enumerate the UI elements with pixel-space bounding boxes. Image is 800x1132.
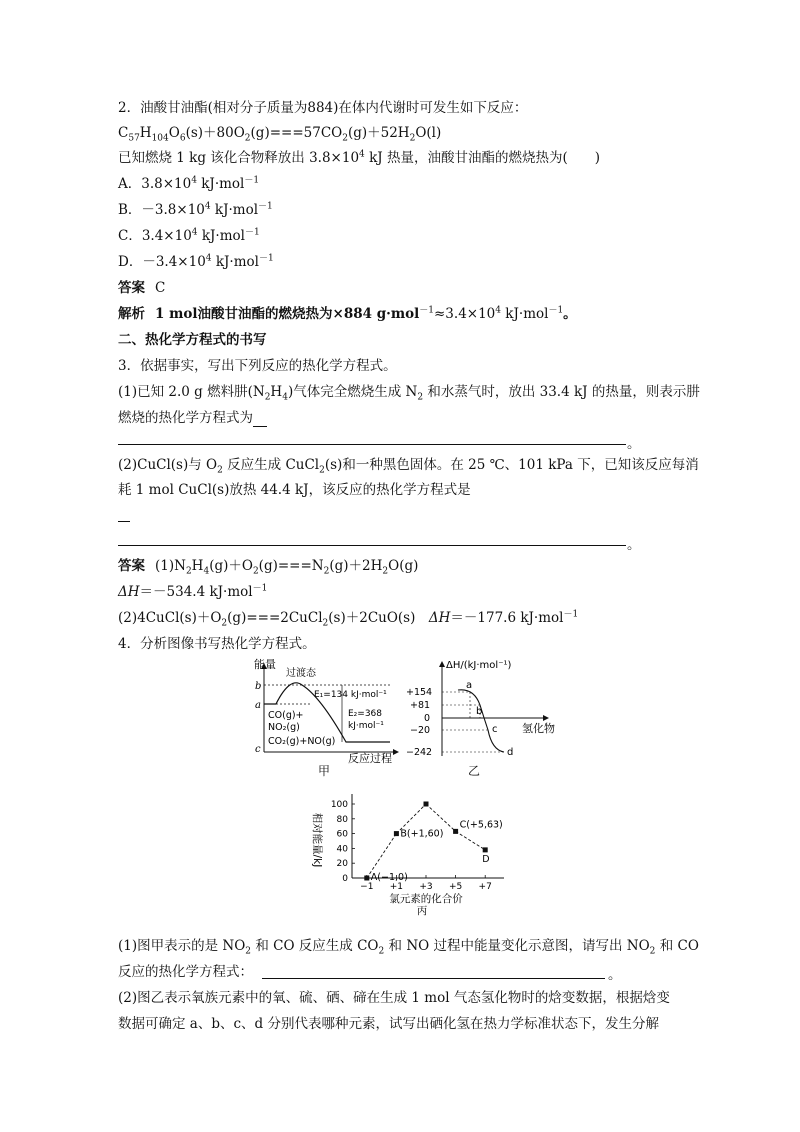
bing-y-tick-label: 40 bbox=[336, 844, 348, 855]
jia-tick-c: c bbox=[255, 744, 261, 755]
bing-y-tick-label: 60 bbox=[336, 829, 348, 840]
yi-point-d: d bbox=[507, 747, 514, 758]
bing-point bbox=[364, 876, 369, 881]
q4-part1-period: 。 bbox=[608, 967, 622, 983]
bing-point bbox=[394, 831, 399, 836]
q2-stem: 2．油酸甘油酯(相对分子质量为884)在体内代谢时可发生如下反应： bbox=[118, 100, 528, 116]
q2-option-d: D．$-3.4\times 10^4$ kJ·mol$^{-1}$ bbox=[118, 253, 274, 270]
bing-point-label: B(+1,60) bbox=[400, 828, 444, 840]
yi-xlabel: 氢化物 bbox=[522, 722, 555, 735]
bing-y-tick-label: 20 bbox=[336, 859, 348, 870]
figure-bing-chart bbox=[300, 786, 520, 916]
jia-e2: E₂=368 bbox=[348, 709, 383, 719]
bing-x-tick-label: +7 bbox=[478, 882, 492, 892]
q3-part1-line2: 燃烧的热化学方程式为 bbox=[118, 409, 267, 427]
jia-transition-state: 过渡态 bbox=[286, 668, 316, 679]
q2-analysis: 解析 1 mol油酸甘油酯的燃烧热为×884 $g\cdot mol^{-1}\approx 3.4\times 10^4$ kJ·mol$^{-1}$。 bbox=[118, 305, 577, 322]
bing-point-label: A(−1,0) bbox=[370, 872, 408, 883]
q4-part1-line1: (1)图甲表示的是 $NO_2$ 和 CO 反应生成 $CO_2$ 和 NO 过程中能量变化示意图，请写出 $NO_2$ 和 CO bbox=[118, 938, 699, 957]
bing-y-tick-label: 0 bbox=[342, 874, 348, 884]
q3-part2-short-blank[interactable] bbox=[118, 521, 130, 522]
q2-option-b: B．$-3.8\times 10^4$ kJ·mol$^{-1}$ bbox=[118, 201, 273, 218]
figure-jia bbox=[250, 656, 410, 776]
bing-x-tick-label: +5 bbox=[448, 882, 463, 892]
bing-point bbox=[424, 802, 429, 807]
q2-answer: 答案 C bbox=[118, 280, 166, 296]
bing-y-tick-label: 100 bbox=[330, 800, 348, 810]
bing-x-tick-label: −1 bbox=[360, 882, 374, 892]
q3-part1-line1: (1)已知 2.0 g 燃料肼$(N_2H_4)$气体完全燃烧生成 $N_2$ 和水蒸气时，放出 33.4 kJ 的热量，则表示肼 bbox=[118, 384, 700, 403]
jia-reactant-1: CO(g)+ bbox=[268, 710, 304, 721]
jia-caption: 甲 bbox=[318, 764, 331, 778]
yi-tick-81: +81 bbox=[410, 700, 431, 711]
yi-tick-242: −242 bbox=[406, 747, 433, 758]
yi-tick-20: −20 bbox=[410, 725, 431, 736]
bing-point-label: D bbox=[482, 853, 490, 865]
jia-product: CO₂(g)+NO(g) bbox=[268, 736, 336, 747]
jia-e2-unit: kJ·mol⁻¹ bbox=[348, 721, 384, 731]
q2-condition: 已知燃烧 1 kg 该化合物释放出 $3.8\times 10^4$ kJ 热量，油酸甘油酯的燃烧热为( ) bbox=[118, 149, 600, 166]
yi-caption: 乙 bbox=[468, 764, 481, 778]
section-title: 二、热化学方程式的书写 bbox=[118, 332, 267, 348]
yi-point-b: b bbox=[476, 706, 483, 717]
jia-tick-a: a bbox=[255, 700, 261, 711]
yi-ylabel: ΔH/(kJ·mol⁻¹) bbox=[446, 660, 512, 671]
yi-curve bbox=[458, 690, 504, 752]
q4-part2-line1: (2)图乙表示氧族元素中的氧、硫、硒、碲在生成 1 mol 气态氢化物时的焓变数据，根据焓变 bbox=[118, 990, 670, 1006]
q3-answer-1-dh: ΔH＝－534.4 kJ·mol$^{-1}$ bbox=[118, 583, 268, 600]
yi-tick-154: +154 bbox=[406, 687, 433, 698]
bing-x-tick-label: +3 bbox=[419, 882, 433, 892]
bing-caption: 丙 bbox=[416, 905, 428, 916]
bing-segment bbox=[456, 831, 486, 850]
yi-point-a: a bbox=[466, 680, 473, 691]
q2-equation: $C_{57}H_{104}O_6(s)+80O_2(g)===57CO_2(g)+52H_2O(l)$ bbox=[118, 125, 442, 144]
bing-xlabel: 氯元素的化合价 bbox=[389, 893, 463, 905]
bing-x-tick-label: +1 bbox=[389, 882, 404, 892]
yi-point-c: c bbox=[492, 724, 498, 735]
q4-stem: 4．分析图像书写热化学方程式。 bbox=[118, 636, 316, 652]
q3-stem: 3．依据事实，写出下列反应的热化学方程式。 bbox=[118, 358, 397, 374]
q3-part2-line2: 耗 1 mol CuCl(s)放热 44.4 kJ，该反应的热化学方程式是 bbox=[118, 482, 471, 498]
q3-answer-1: 答案 $(1)N_2H_4(g)+O_2(g)===N_2(g)+2H_2O(g)$ bbox=[118, 558, 419, 577]
jia-tick-b: b bbox=[255, 681, 262, 692]
q4-part1-answer-blank[interactable] bbox=[262, 978, 605, 979]
jia-xlabel: 反应过程 bbox=[348, 752, 392, 765]
figure-yi bbox=[400, 656, 570, 766]
bing-y-tick-label: 80 bbox=[336, 814, 348, 825]
bing-ylabel: 相对能量/kJ bbox=[311, 812, 323, 868]
q3-part2-period: 。 bbox=[627, 537, 641, 553]
q3-part2-answer-blank[interactable] bbox=[118, 545, 626, 546]
bing-segment bbox=[426, 804, 456, 831]
bing-point bbox=[453, 829, 458, 834]
q3-part1-answer-blank[interactable] bbox=[118, 444, 626, 445]
q3-part1-period: 。 bbox=[627, 436, 641, 452]
jia-reactant-2: NO₂(g) bbox=[268, 722, 300, 733]
q4-part2-line2: 数据可确定 a、b、c、d 分别代表哪种元素，试写出硒化氢在热力学标准状态下，发生分解 bbox=[118, 1016, 659, 1032]
jia-ylabel: 能量 bbox=[254, 658, 276, 671]
jia-e1: E₁=134 kJ·mol⁻¹ bbox=[314, 690, 387, 700]
bing-point-label: C(+5,63) bbox=[459, 819, 503, 831]
q3-part2-line1: (2)CuCl(s)与 $O_2$ 反应生成 CuCl$_2$(s)和一种黑色固体。在 25 ℃、101 kPa 下，已知该反应每消 bbox=[118, 457, 699, 476]
q2-option-a: A．$3.8\times 10^4$ kJ·mol$^{-1}$ bbox=[118, 175, 260, 192]
q4-part1-line2: 反应的热化学方程式： bbox=[118, 964, 253, 980]
yi-tick-0: 0 bbox=[424, 713, 431, 724]
q3-answer-2: $(2)4CuCl(s)+O_2(g)===2CuCl_2(s)+2CuO(s)$ ΔH＝－177.6 kJ·mol$^{-1}$ bbox=[118, 609, 579, 629]
q2-option-c: C．$3.4\times 10^4$ kJ·mol$^{-1}$ bbox=[118, 227, 260, 244]
bing-point bbox=[483, 847, 488, 852]
